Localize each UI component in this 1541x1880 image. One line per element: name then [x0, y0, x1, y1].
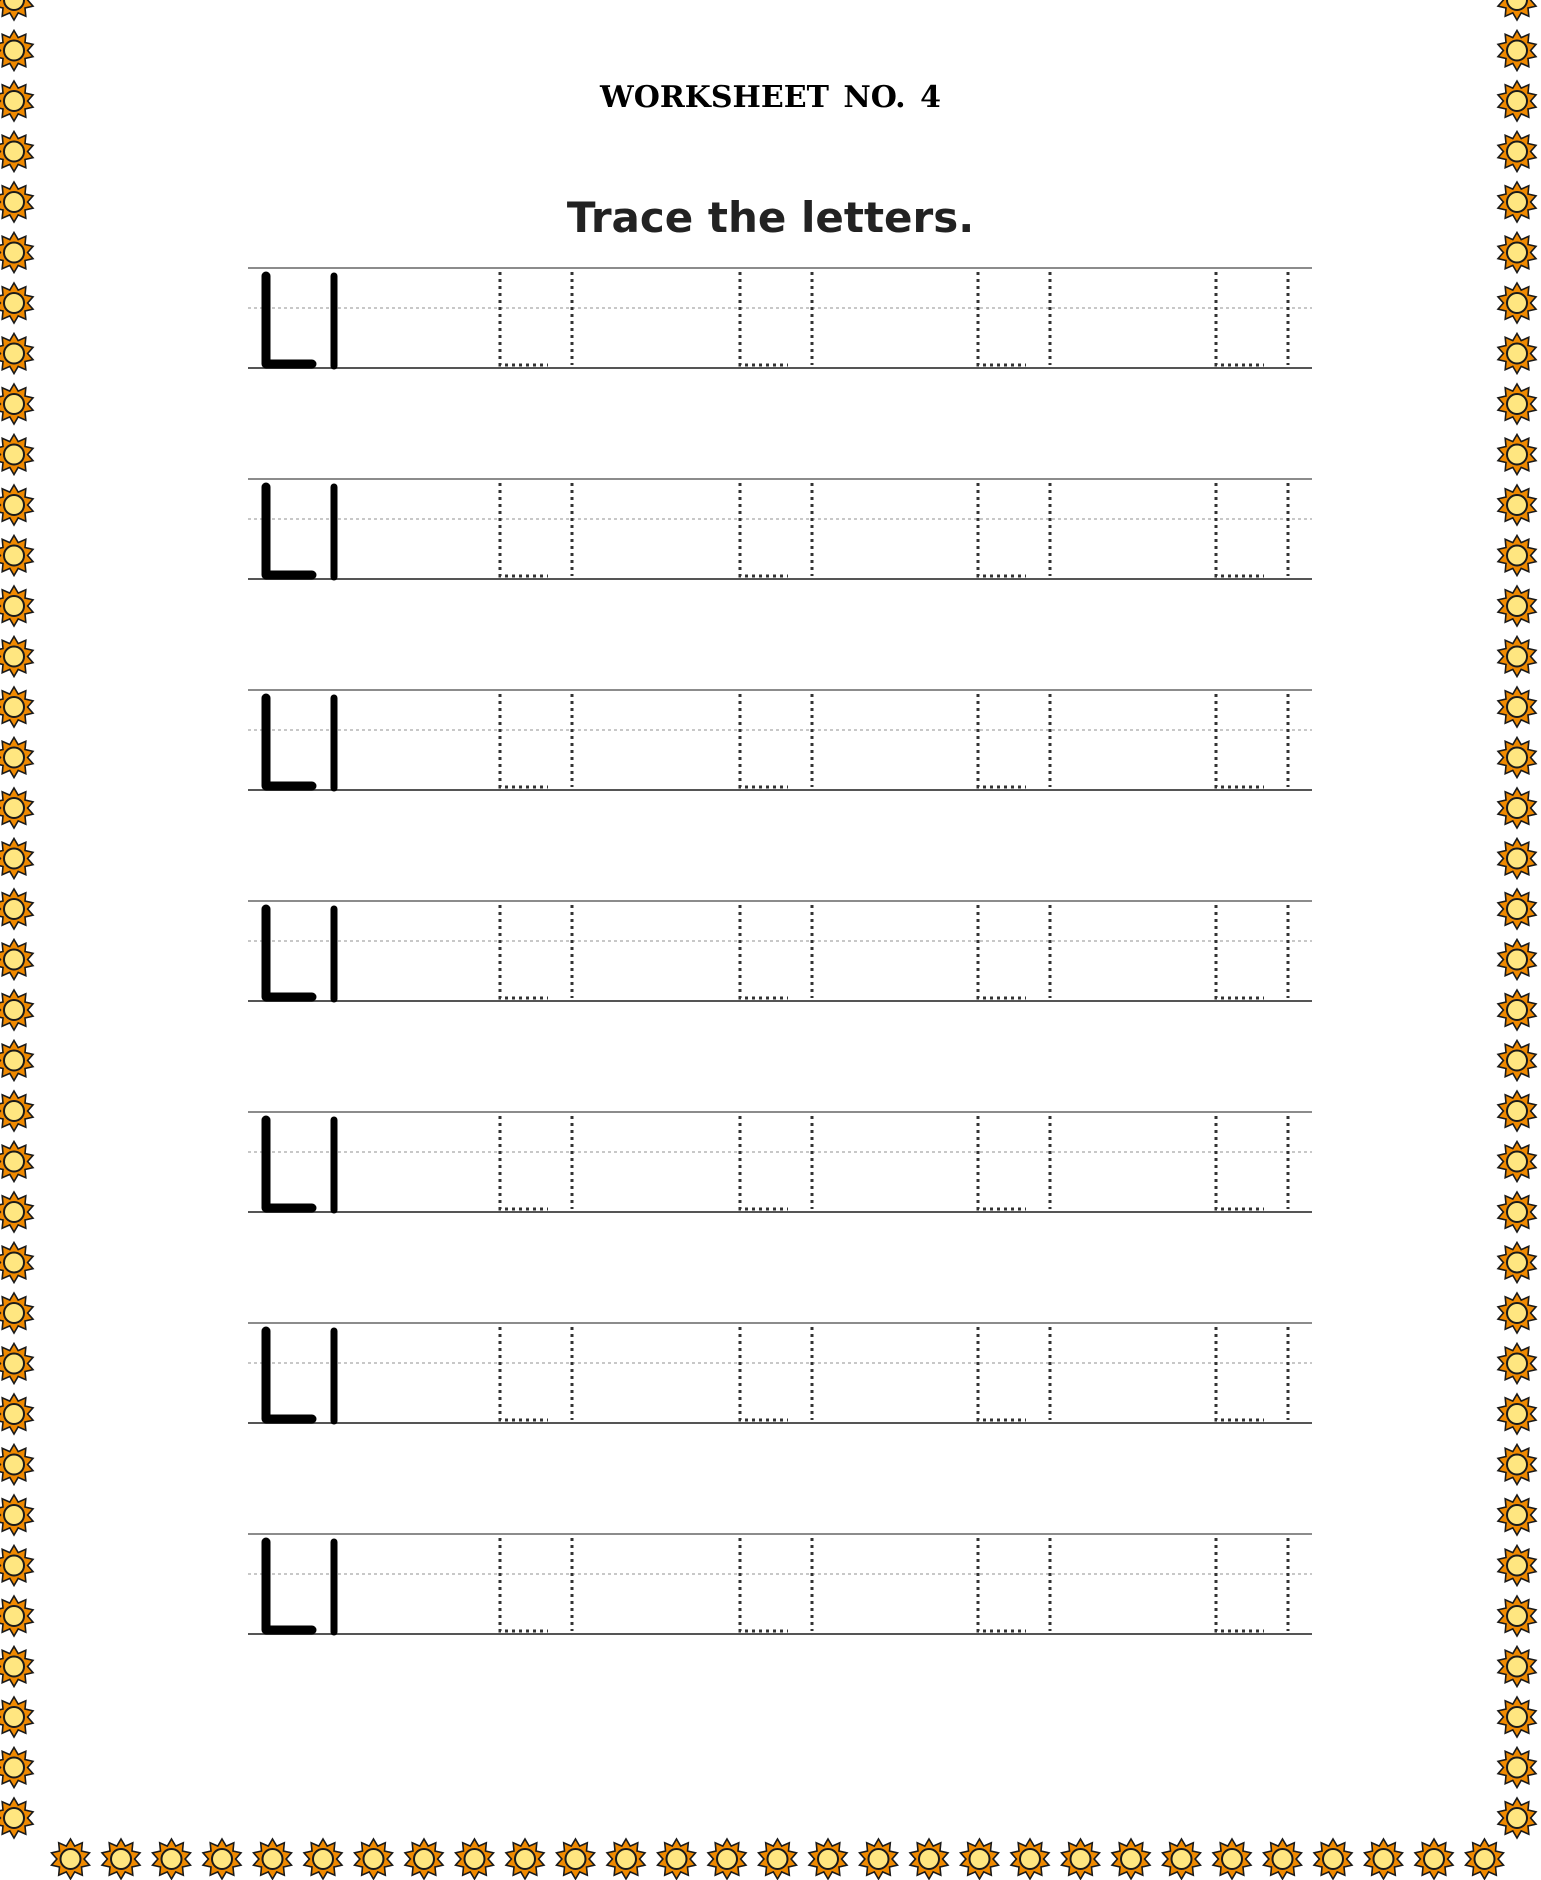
trace-upper-l[interactable] [740, 1327, 788, 1420]
trace-upper-l[interactable] [978, 1327, 1026, 1420]
trace-letter-pair[interactable] [500, 483, 572, 576]
trace-upper-l[interactable] [740, 1538, 788, 1631]
trace-upper-l[interactable] [978, 1538, 1026, 1631]
trace-upper-l[interactable] [500, 272, 548, 365]
model-letters [266, 1331, 334, 1421]
trace-upper-l[interactable] [1216, 1116, 1264, 1209]
trace-upper-l[interactable] [978, 483, 1026, 576]
trace-letter-pair[interactable] [1216, 1116, 1288, 1209]
letter-upper-l [266, 1542, 312, 1630]
trace-letter-pair[interactable] [500, 272, 572, 365]
trace-upper-l[interactable] [1216, 1538, 1264, 1631]
tracing-row [248, 901, 1312, 1001]
trace-letter-pair[interactable] [740, 905, 812, 998]
trace-upper-l[interactable] [500, 1327, 548, 1420]
trace-upper-l[interactable] [1216, 1327, 1264, 1420]
trace-upper-l[interactable] [740, 272, 788, 365]
trace-upper-l[interactable] [740, 483, 788, 576]
trace-upper-l[interactable] [978, 1116, 1026, 1209]
trace-letter-pair[interactable] [1216, 1327, 1288, 1420]
trace-letter-pair[interactable] [740, 272, 812, 365]
trace-upper-l[interactable] [1216, 272, 1264, 365]
letter-upper-l [266, 698, 312, 786]
trace-letter-pair[interactable] [1216, 272, 1288, 365]
model-letters [266, 1120, 334, 1210]
trace-letter-pair[interactable] [740, 1538, 812, 1631]
trace-letter-pair[interactable] [740, 694, 812, 787]
trace-upper-l[interactable] [1216, 694, 1264, 787]
trace-letter-pair[interactable] [500, 694, 572, 787]
trace-upper-l[interactable] [500, 1116, 548, 1209]
trace-letter-pair[interactable] [500, 905, 572, 998]
trace-upper-l[interactable] [978, 272, 1026, 365]
trace-letter-pair[interactable] [978, 1327, 1050, 1420]
trace-letter-pair[interactable] [1216, 1538, 1288, 1631]
letter-upper-l [266, 276, 312, 364]
trace-upper-l[interactable] [1216, 483, 1264, 576]
trace-upper-l[interactable] [978, 905, 1026, 998]
trace-letter-pair[interactable] [740, 1116, 812, 1209]
trace-letter-pair[interactable] [978, 1538, 1050, 1631]
trace-letter-pair[interactable] [740, 483, 812, 576]
trace-letter-pair[interactable] [978, 483, 1050, 576]
tracing-row [248, 268, 1312, 368]
trace-upper-l[interactable] [740, 905, 788, 998]
trace-letter-pair[interactable] [500, 1327, 572, 1420]
trace-upper-l[interactable] [500, 483, 548, 576]
tracing-row [248, 690, 1312, 790]
trace-upper-l[interactable] [740, 1116, 788, 1209]
trace-letter-pair[interactable] [978, 1116, 1050, 1209]
tracing-row [248, 479, 1312, 579]
trace-upper-l[interactable] [500, 694, 548, 787]
trace-letter-pair[interactable] [978, 694, 1050, 787]
letter-upper-l [266, 487, 312, 575]
trace-letter-pair[interactable] [1216, 905, 1288, 998]
trace-upper-l[interactable] [978, 694, 1026, 787]
trace-letter-pair[interactable] [1216, 694, 1288, 787]
trace-letter-pair[interactable] [978, 272, 1050, 365]
model-letters [266, 487, 334, 577]
model-letters [266, 909, 334, 999]
worksheet-title: WORKSHEET NO. 4 [600, 80, 941, 115]
model-letters [266, 276, 334, 366]
trace-upper-l[interactable] [500, 1538, 548, 1631]
trace-letter-pair[interactable] [500, 1116, 572, 1209]
letter-upper-l [266, 1331, 312, 1419]
trace-upper-l[interactable] [1216, 905, 1264, 998]
tracing-row [248, 1323, 1312, 1423]
trace-letter-pair[interactable] [1216, 483, 1288, 576]
trace-upper-l[interactable] [740, 694, 788, 787]
trace-upper-l[interactable] [500, 905, 548, 998]
letter-upper-l [266, 1120, 312, 1208]
model-letters [266, 698, 334, 788]
instruction-text: Trace the letters. [566, 193, 975, 242]
trace-letter-pair[interactable] [978, 905, 1050, 998]
trace-letter-pair[interactable] [740, 1327, 812, 1420]
letter-upper-l [266, 909, 312, 997]
tracing-row [248, 1112, 1312, 1212]
tracing-row [248, 1534, 1312, 1634]
trace-letter-pair[interactable] [500, 1538, 572, 1631]
model-letters [266, 1542, 334, 1632]
